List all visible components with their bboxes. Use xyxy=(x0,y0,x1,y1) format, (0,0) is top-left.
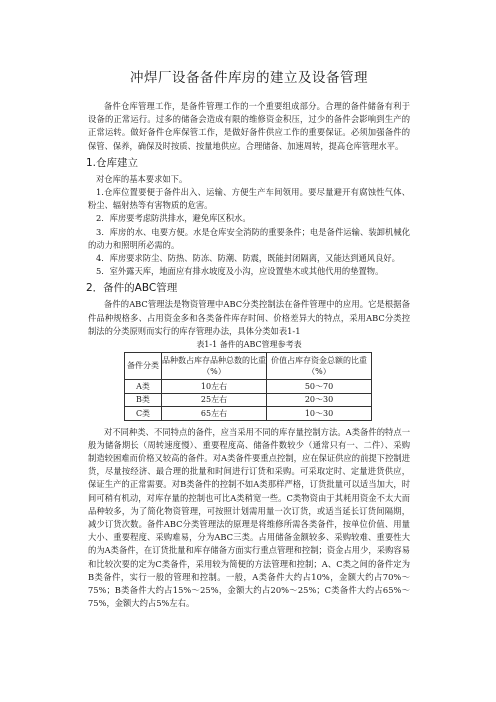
warehouse-requirements-list xyxy=(88,173,410,279)
table-row xyxy=(125,407,372,421)
abc-paragraph-1: 备件的ABC管理法是物资管理中ABC分类控制法在备件管理中的应用。它是根据备件品种规格多、占用资金多和各类备件库存时间、价格差异大的特点，采用ABC分类控制法的分类原则而实行的库存管理办法，具体分类如表1-1 xyxy=(88,299,410,336)
table-header-row xyxy=(125,353,372,380)
table-cell: 65左右 xyxy=(162,407,267,421)
section-heading-warehouse: 1.仓库建立 xyxy=(86,156,139,169)
list-item: 4．库房要求防尘、防热、防冻、防潮、防震，既能封闭隔离，又能达到通风良好。 xyxy=(96,253,400,264)
list-item: 1.仓库位置要便于备件出入、运输、方便生产车间领用。要尽量避开有腐蚀性气体、粉尘、辐射热等有害物质的危害。 xyxy=(88,187,410,211)
table-cell: 10～30 xyxy=(267,407,372,421)
table-cell: B类 xyxy=(125,393,162,407)
table-cell: 10左右 xyxy=(162,380,267,394)
list-lead: 对仓库的基本要求如下。 xyxy=(96,173,188,184)
abc-reference-table xyxy=(124,352,372,421)
intro-paragraph: 备件仓库管理工作，是备件管理工作的一个重要组成部分。合理的备件储备有利于设备的正常运行。过多的储备会造成有限的维修资金积压，过少的备件会影响到生产的正常运转。做好备件仓库保管工作，是做好备件供应工作的重要保证。必须加强备件的保管、保养，确保及时按质、按量地供应。合理储备、加速周转，提高仓库管理水平。 xyxy=(88,101,410,151)
document-page xyxy=(88,58,410,610)
table-cell: C类 xyxy=(125,407,162,421)
list-item: 3．库房的水、电要方便。水是仓库安全消防的重要条件；电是备件运输、装卸机械化的动力和照明所必需的。 xyxy=(88,226,410,250)
table-caption: 表1-1 备件的ABC管理参考表 xyxy=(196,340,302,350)
list-item: 2．库房要考虑防洪排水，避免库区积水。 xyxy=(96,213,251,224)
table-cell: A类 xyxy=(125,380,162,394)
abc-paragraph-2: 对不同种类、不同特点的备件，应当采用不同的库存量控制方法。A类备件的特点一般为储备期长（周转速度慢）、重要程度高、储备件数较少（通常只有一、二件）、采购制造较困难而价格又较高的备件。对A类备件要重点控制，应在保证供应的前提下控制进货，尽量按经济、最合理的批量和时间进行订货和采购。可采取定时、定量进货供应，保证生产的正常需要。对B类备件的控制不如A类那样严格，订货批量可以适当加大，时间可稍有机动，对库存量的控制也可比A类稍宽一些。C类物资由于其耗用资金不太大而品种较多，为了简化物资管理，可按照计划需用量一次订货，或适当延长订货间隔期，减少订货次数。备件ABC分类管理法的原理是将维修所需各类备件，按单位价值、用量大小、重要程度、采购难易，分为ABC三类。占用储备金额较多、采购较难、重要性大的为A类备件，在订货批量和库存储备方面实行重点管理和控制；资金占用少，采购容易和比较次要的定为C类备件，采用较为简便的方法管理和控制；A、C类之间的备件定为B类备件，实行一般的管理和控制。一般，A类备件大约占10%，金额大约占70%～75%；B类备件大约占15%～25%，金额大约占20%～25%；C类备件大约占65%～75%，金额大约占5%左右。 xyxy=(88,426,410,609)
table-cell: 25左右 xyxy=(162,393,267,407)
table-row xyxy=(125,393,372,407)
document-title: 冲焊厂设备备件库房的建立及设备管理 xyxy=(130,70,368,86)
header-cell: 备件分类 xyxy=(125,353,162,380)
header-cell: 价值占库存资金总额的比重（%） xyxy=(267,353,372,380)
table-cell: 50～70 xyxy=(267,380,372,394)
table-row xyxy=(125,380,372,394)
header-cell: 品种数占库存品种总数的比重（%） xyxy=(162,353,267,380)
list-item: 5．室外露天库，地面应有排水坡度及小沟，应设置垫木或其他代用的垫置物。 xyxy=(96,266,384,277)
table-cell: 20～30 xyxy=(267,393,372,407)
section-heading-abc: 2．备件的ABC管理 xyxy=(86,282,178,295)
